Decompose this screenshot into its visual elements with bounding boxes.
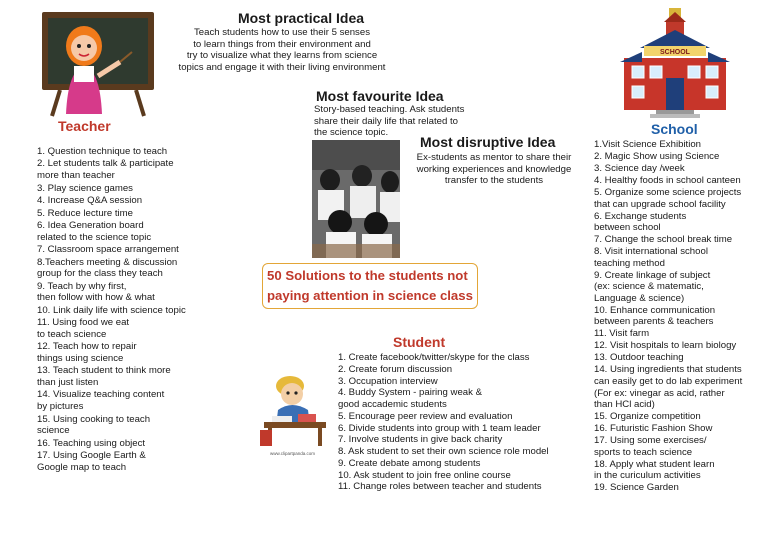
school-solution-item-line: 10. Enhance communication [594,304,716,316]
school-solution-item-line: 1.Visit Science Exhibition [594,139,702,150]
teacher-solution-item [37,450,186,473]
teacher-solution-item-line: 8.Teachers meeting & discussion [37,256,178,268]
teacher-heading: Teacher [58,118,111,134]
school-solution-item-line: can easily get to do lab experiment [594,375,743,387]
school-solution-item-line: 18. Apply what student learn [594,458,715,470]
teacher-solution-item-line: to teach science [37,328,107,340]
school-solution-item-line: 11. Visit farm [594,328,650,340]
disruptive-idea-line: transfer to the students [444,175,544,186]
school-solution-item-line: between school [594,222,661,234]
teacher-solution-item-line: 4. Increase Q&A session [37,195,143,207]
school-illustration [620,8,730,120]
teacher-solution-item-line: 17. Using Google Earth & [37,450,146,462]
teacher-solution-item-line: 9. Teach by why first, [37,280,127,292]
school-solution-item [594,139,742,151]
favourite-idea-heading: Most favourite Idea [316,88,444,104]
school-solution-item-line: 9. Create linkage of subject [594,269,711,281]
school-solution-item-line: that can upgrade school facility [594,198,726,210]
teacher-solution-item [37,195,186,207]
teacher-solution-item-line: than just listen [37,376,99,388]
teacher-solution-item-line: 5. Reduce lecture time [37,207,133,219]
teacher-solution-item-line: 14. Visualize teaching content [37,389,165,401]
school-solution-item [594,411,742,423]
student-solution-item-line: 4. Buddy System - pairing weak & [338,387,482,399]
school-solution-item [594,305,742,328]
teacher-solution-item [37,438,186,450]
student-solution-item-line: 10. Ask student to join free online course [338,469,511,481]
student-solution-item-line: 1. Create facebook/twitter/skype for the class [338,352,530,363]
teacher-solution-item-line: group for the class they teach [37,268,163,280]
school-solution-item [594,340,742,352]
teacher-solution-item [37,305,186,317]
teacher-solution-item-line: 6. Idea Generation board [37,220,144,232]
school-solution-item-line: sports to teach science [594,446,693,458]
student-illustration [258,366,334,450]
classroom-photo [312,140,400,258]
teacher-solution-item [37,281,186,304]
teacher-solutions-list [37,146,186,474]
student-heading: Student [393,334,446,350]
practical-idea-line: Teach students how to use their 5 senses [194,27,370,38]
student-solution-item-line: 6. Divide students into group with 1 team leader [338,422,541,434]
student-solution-item-line: 7. Involve students in give back charity [338,434,503,446]
student-solution-item [338,376,549,388]
teacher-solution-item-line: 11. Using food we eat [37,317,130,329]
teacher-solution-item [37,208,186,220]
teacher-solution-item [37,389,186,412]
school-solution-item [594,364,742,410]
teacher-solution-item [37,220,186,243]
school-solution-item [594,482,742,494]
teacher-solution-item-line: Google map to teach [37,461,127,473]
teacher-solution-item [37,158,186,181]
school-solution-item [594,246,742,269]
teacher-solution-item-line: 13. Teach student to think more [37,365,171,377]
teacher-solution-item-line: related to the science topic [37,231,152,243]
disruptive-idea-line: Ex-students as mentor to share their [416,152,572,163]
school-solution-item-line: in the curiculum activities [594,470,701,482]
teacher-solution-item [37,365,186,388]
student-solution-item-line: 11. Change roles between teacher and students [338,481,542,493]
school-solution-item [594,270,742,305]
school-heading: School [651,121,698,137]
teacher-solution-item-line: more than teacher [37,170,115,182]
practical-idea-heading: Most practical Idea [237,10,365,26]
practical-idea-line: try to visualize what they learns from science [186,50,378,61]
student-solution-item [338,434,549,446]
school-solution-item [594,459,742,482]
student-solution-item [338,446,549,458]
school-solution-item-line: Language & science) [594,292,685,304]
school-solution-item [594,352,742,364]
main-title-line-1: 50 Solutions to the students not [267,268,468,283]
school-solution-item-line: 8. Visit international school [594,246,708,258]
student-solutions-list [338,352,549,493]
school-solution-item [594,234,742,246]
teacher-solution-item-line: 12. Teach how to repair [37,341,137,353]
main-title-line-2: paying attention in science class [267,288,473,303]
school-solution-item-line: 2. Magic Show using Science [594,150,720,162]
school-solution-item-line: teaching method [594,257,665,269]
teacher-solution-item [37,414,186,437]
school-solution-item-line: (ex: science & matematic, [594,281,704,293]
school-solution-item-line: 16. Futuristic Fashion Show [594,423,713,435]
school-solution-item [594,175,742,187]
practical-idea-text [160,27,404,73]
student-solution-item [338,470,549,482]
favourite-idea-line: share their daily life that related to [314,115,458,127]
favourite-idea-line: the science topic. [314,127,389,138]
student-solution-item-line: 3. Occupation interview [338,375,438,387]
student-solution-item [338,481,549,493]
school-solution-item-line: 12. Visit hospitals to learn biology [594,340,737,352]
school-solution-item-line: 6. Exchange students [594,210,687,222]
teacher-illustration [38,6,158,118]
teacher-solution-item [37,183,186,195]
school-solution-item [594,187,742,210]
teacher-solution-item-line: 2. Let students talk & participate [37,158,174,170]
school-solution-item [594,435,742,458]
student-illustration-credit: www.clipartpanda.com [270,451,316,456]
school-solution-item [594,423,742,435]
student-solution-item-line: 8. Ask student to set their own science role model [338,446,549,458]
school-solution-item [594,328,742,340]
school-solutions-list [594,139,742,494]
school-solution-item-line: 14. Using ingredients that students [594,364,742,376]
school-solution-item-line: 19. Science Garden [594,482,679,494]
teacher-solution-item [37,317,186,340]
disruptive-idea-text [404,152,584,187]
school-solution-item-line: 5. Organize some science projects [594,186,742,198]
teacher-solution-item [37,244,186,256]
teacher-solution-item [37,146,186,158]
school-solution-item-line: 17. Using some exercises/ [594,435,707,447]
practical-idea-line: to learn things from their environment and [193,38,371,50]
student-solution-item [338,411,549,423]
favourite-idea-line: Story-based teaching. Ask students [314,104,465,115]
teacher-solution-item-line: 7. Classroom space arrangement [37,244,179,256]
student-solution-item-line: 5. Encourage peer review and evaluation [338,410,513,422]
teacher-solution-item [37,341,186,364]
student-solution-item-line: good accademic students [338,398,447,410]
teacher-solution-item-line: by pictures [37,401,84,413]
teacher-solution-item-line: 15. Using cooking to teach [37,413,151,425]
teacher-solution-item-line: 1. Question technique to teach [37,146,168,157]
student-solution-item-line: 2. Create forum discussion [338,363,453,375]
main-title [262,263,478,309]
teacher-solution-item-line: 16. Teaching using object [37,437,146,449]
school-solution-item-line: 7. Change the school break time [594,234,733,246]
student-solution-item-line: 9. Create debate among students [338,457,481,469]
school-solution-item-line: (For ex: vinegar as acid, rather [594,387,725,399]
school-solution-item [594,151,742,163]
school-solution-item-line: 13. Outdoor teaching [594,352,684,364]
school-solution-item [594,211,742,234]
teacher-solution-item-line: then follow with how & what [37,292,155,304]
teacher-solution-item-line: 3. Play science games [37,182,133,194]
school-solution-item-line: between parents & teachers [594,316,714,328]
disruptive-idea-heading: Most disruptive Idea [420,134,556,150]
school-solution-item-line: 4. Healthy foods in school canteen [594,174,741,186]
teacher-solution-item [37,257,186,280]
school-solution-item-line: 15. Organize competition [594,411,701,423]
school-sign-text: SCHOOL [660,49,690,56]
school-solution-item [594,163,742,175]
student-solution-item [338,352,549,364]
disruptive-idea-line: working experiences and knowledge [416,163,572,175]
teacher-solution-item-line: things using science [37,352,124,364]
teacher-solution-item-line: science [37,425,70,437]
practical-idea-line: topics and engage it with their living environment [178,61,386,73]
student-solution-item [338,458,549,470]
student-solution-item [338,423,549,435]
school-solution-item-line: than HCl acid) [594,399,655,411]
school-solution-item-line: 3. Science day /week [594,162,685,174]
teacher-solution-item-line: 10. Link daily life with science topic [37,304,186,316]
student-solution-item [338,364,549,376]
student-solution-item [338,387,549,410]
